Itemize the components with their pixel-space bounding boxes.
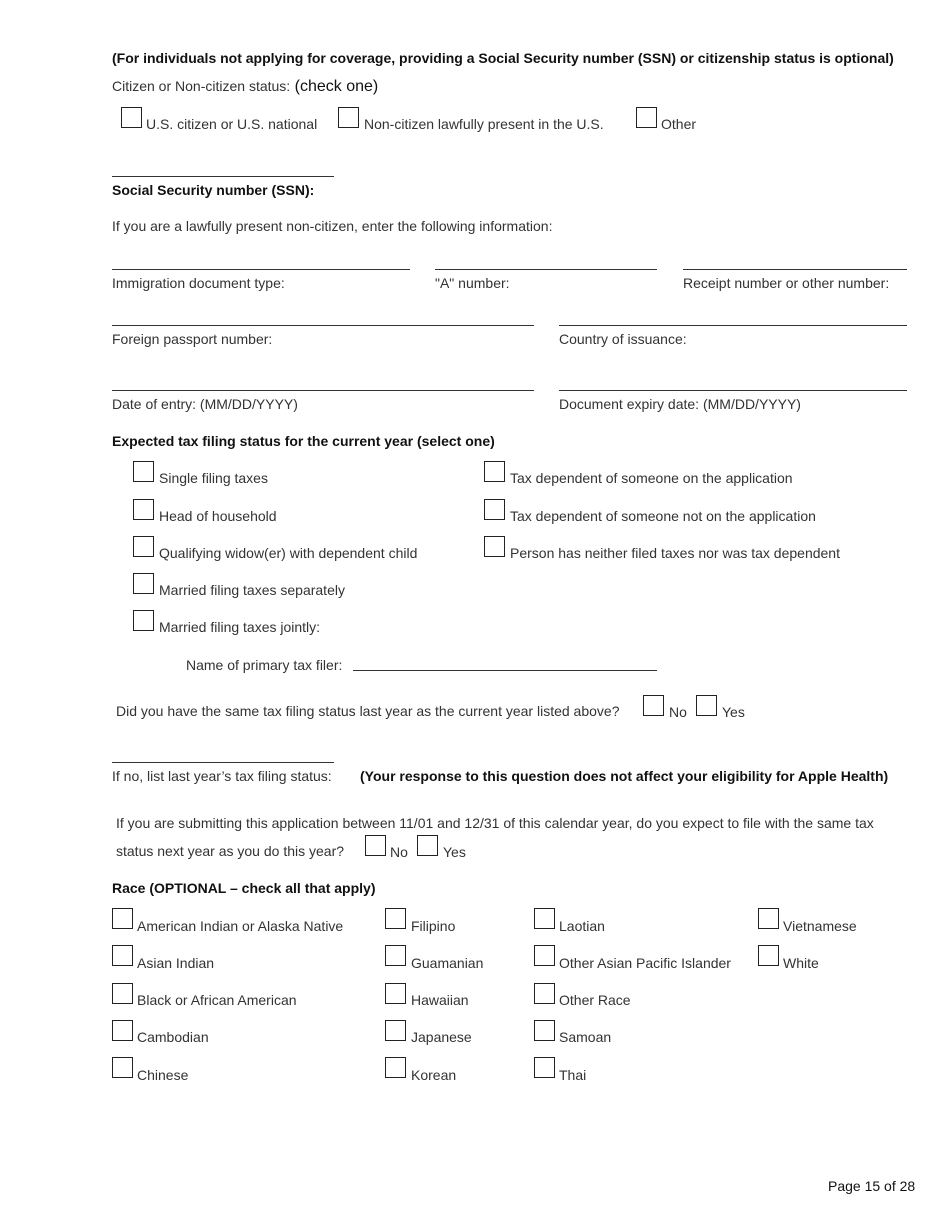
married-separately-label: Married filing taxes separately	[159, 582, 345, 598]
primary-tax-filer-input[interactable]	[353, 670, 657, 671]
next-year-no-label: No	[390, 844, 408, 860]
race-other-race-label: Other Race	[559, 992, 631, 1008]
single-filing-checkbox[interactable]	[133, 461, 154, 482]
date-of-entry-label: Date of entry: (MM/DD/YYYY)	[112, 396, 298, 412]
race-filipino-checkbox[interactable]	[385, 908, 406, 929]
last-year-status-label: If no, list last year’s tax filing status:	[112, 768, 332, 784]
check-one-hint: (check one)	[294, 78, 379, 95]
receipt-number-input[interactable]	[683, 269, 907, 270]
race-chinese-label: Chinese	[137, 1067, 189, 1083]
ssn-input-line[interactable]	[112, 176, 334, 177]
same-status-question: Did you have the same tax filing status last year as the current year listed above?	[116, 703, 620, 719]
other-status-checkbox[interactable]	[636, 107, 657, 128]
us-citizen-checkbox[interactable]	[121, 107, 142, 128]
tax-filing-heading: Expected tax filing status for the current year (select one)	[112, 433, 495, 449]
race-other-api-checkbox[interactable]	[534, 945, 555, 966]
race-cambodian-label: Cambodian	[137, 1029, 209, 1045]
last-year-status-input[interactable]	[112, 762, 334, 763]
race-black-checkbox[interactable]	[112, 983, 133, 1004]
immigration-doc-type-input[interactable]	[112, 269, 410, 270]
race-black-label: Black or African American	[137, 992, 297, 1008]
submit-question-line1: If you are submitting this application between 11/01 and 12/31 of this calendar year, do you expect to file with the same tax	[116, 815, 874, 831]
us-citizen-label: U.S. citizen or U.S. national	[146, 116, 318, 132]
married-jointly-label: Married filing taxes jointly:	[159, 619, 321, 635]
race-samoan-label: Samoan	[559, 1029, 612, 1045]
dependent-on-app-label: Tax dependent of someone on the application	[510, 470, 793, 486]
race-american-indian-label: American Indian or Alaska Native	[137, 918, 344, 934]
race-japanese-label: Japanese	[411, 1029, 472, 1045]
passport-number-label: Foreign passport number:	[112, 331, 273, 347]
married-separately-checkbox[interactable]	[133, 573, 154, 594]
citizen-status-row	[112, 78, 378, 96]
race-other-race-checkbox[interactable]	[534, 983, 555, 1004]
race-thai-checkbox[interactable]	[534, 1057, 555, 1078]
race-asian-indian-checkbox[interactable]	[112, 945, 133, 966]
single-filing-label: Single filing taxes	[159, 470, 268, 486]
race-laotian-label: Laotian	[559, 918, 605, 934]
same-status-no-label: No	[669, 704, 687, 720]
race-samoan-checkbox[interactable]	[534, 1020, 555, 1041]
same-status-yes-label: Yes	[722, 704, 745, 720]
eligibility-note: (Your response to this question does not affect your eligibility for Apple Health)	[360, 768, 889, 784]
doc-expiry-label: Document expiry date: (MM/DD/YYYY)	[559, 396, 801, 412]
next-year-yes-checkbox[interactable]	[417, 835, 438, 856]
race-vietnamese-label: Vietnamese	[783, 918, 857, 934]
race-hawaiian-checkbox[interactable]	[385, 983, 406, 1004]
race-laotian-checkbox[interactable]	[534, 908, 555, 929]
head-of-household-checkbox[interactable]	[133, 499, 154, 520]
a-number-input[interactable]	[435, 269, 657, 270]
submit-question-line2: status next year as you do this year?	[116, 843, 345, 859]
country-of-issuance-label: Country of issuance:	[559, 331, 687, 347]
race-other-api-label: Other Asian Pacific Islander	[559, 955, 731, 971]
race-hawaiian-label: Hawaiian	[411, 992, 469, 1008]
next-year-yes-label: Yes	[443, 844, 466, 860]
other-status-label: Other	[661, 116, 697, 132]
receipt-number-label: Receipt number or other number:	[683, 275, 890, 291]
neither-filed-label: Person has neither filed taxes nor was tax dependent	[510, 545, 840, 561]
race-japanese-checkbox[interactable]	[385, 1020, 406, 1041]
race-white-checkbox[interactable]	[758, 945, 779, 966]
neither-filed-checkbox[interactable]	[484, 536, 505, 557]
dependent-not-on-app-checkbox[interactable]	[484, 499, 505, 520]
qualifying-widow-label: Qualifying widow(er) with dependent child	[159, 545, 418, 561]
doc-expiry-input[interactable]	[559, 390, 907, 391]
primary-tax-filer-label: Name of primary tax filer:	[186, 657, 343, 673]
next-year-no-checkbox[interactable]	[365, 835, 386, 856]
citizen-status-label: Citizen or Non-citizen status:	[112, 78, 291, 94]
a-number-label: "A" number:	[435, 275, 510, 291]
head-of-household-label: Head of household	[159, 508, 277, 524]
ssn-optional-note: (For individuals not applying for coverage, providing a Social Security number (SSN) or citizenship status is optional)	[112, 50, 894, 66]
dependent-on-app-checkbox[interactable]	[484, 461, 505, 482]
race-asian-indian-label: Asian Indian	[137, 955, 215, 971]
race-american-indian-checkbox[interactable]	[112, 908, 133, 929]
dependent-not-on-app-label: Tax dependent of someone not on the application	[510, 508, 816, 524]
race-guamanian-label: Guamanian	[411, 955, 484, 971]
country-of-issuance-input[interactable]	[559, 325, 907, 326]
ssn-label: Social Security number (SSN):	[112, 182, 315, 198]
immigration-doc-type-label: Immigration document type:	[112, 275, 285, 291]
race-white-label: White	[783, 955, 819, 971]
non-citizen-intro: If you are a lawfully present non-citizen, enter the following information:	[112, 218, 553, 234]
non-citizen-checkbox[interactable]	[338, 107, 359, 128]
same-status-yes-checkbox[interactable]	[696, 695, 717, 716]
race-filipino-label: Filipino	[411, 918, 456, 934]
race-vietnamese-checkbox[interactable]	[758, 908, 779, 929]
race-guamanian-checkbox[interactable]	[385, 945, 406, 966]
race-cambodian-checkbox[interactable]	[112, 1020, 133, 1041]
non-citizen-label: Non-citizen lawfully present in the U.S.	[364, 116, 604, 132]
race-thai-label: Thai	[559, 1067, 587, 1083]
race-chinese-checkbox[interactable]	[112, 1057, 133, 1078]
date-of-entry-input[interactable]	[112, 390, 534, 391]
passport-number-input[interactable]	[112, 325, 534, 326]
race-korean-checkbox[interactable]	[385, 1057, 406, 1078]
qualifying-widow-checkbox[interactable]	[133, 536, 154, 557]
race-korean-label: Korean	[411, 1067, 457, 1083]
page-number: Page 15 of 28	[828, 1178, 916, 1194]
race-heading: Race (OPTIONAL – check all that apply)	[112, 880, 376, 896]
married-jointly-checkbox[interactable]	[133, 610, 154, 631]
same-status-no-checkbox[interactable]	[643, 695, 664, 716]
